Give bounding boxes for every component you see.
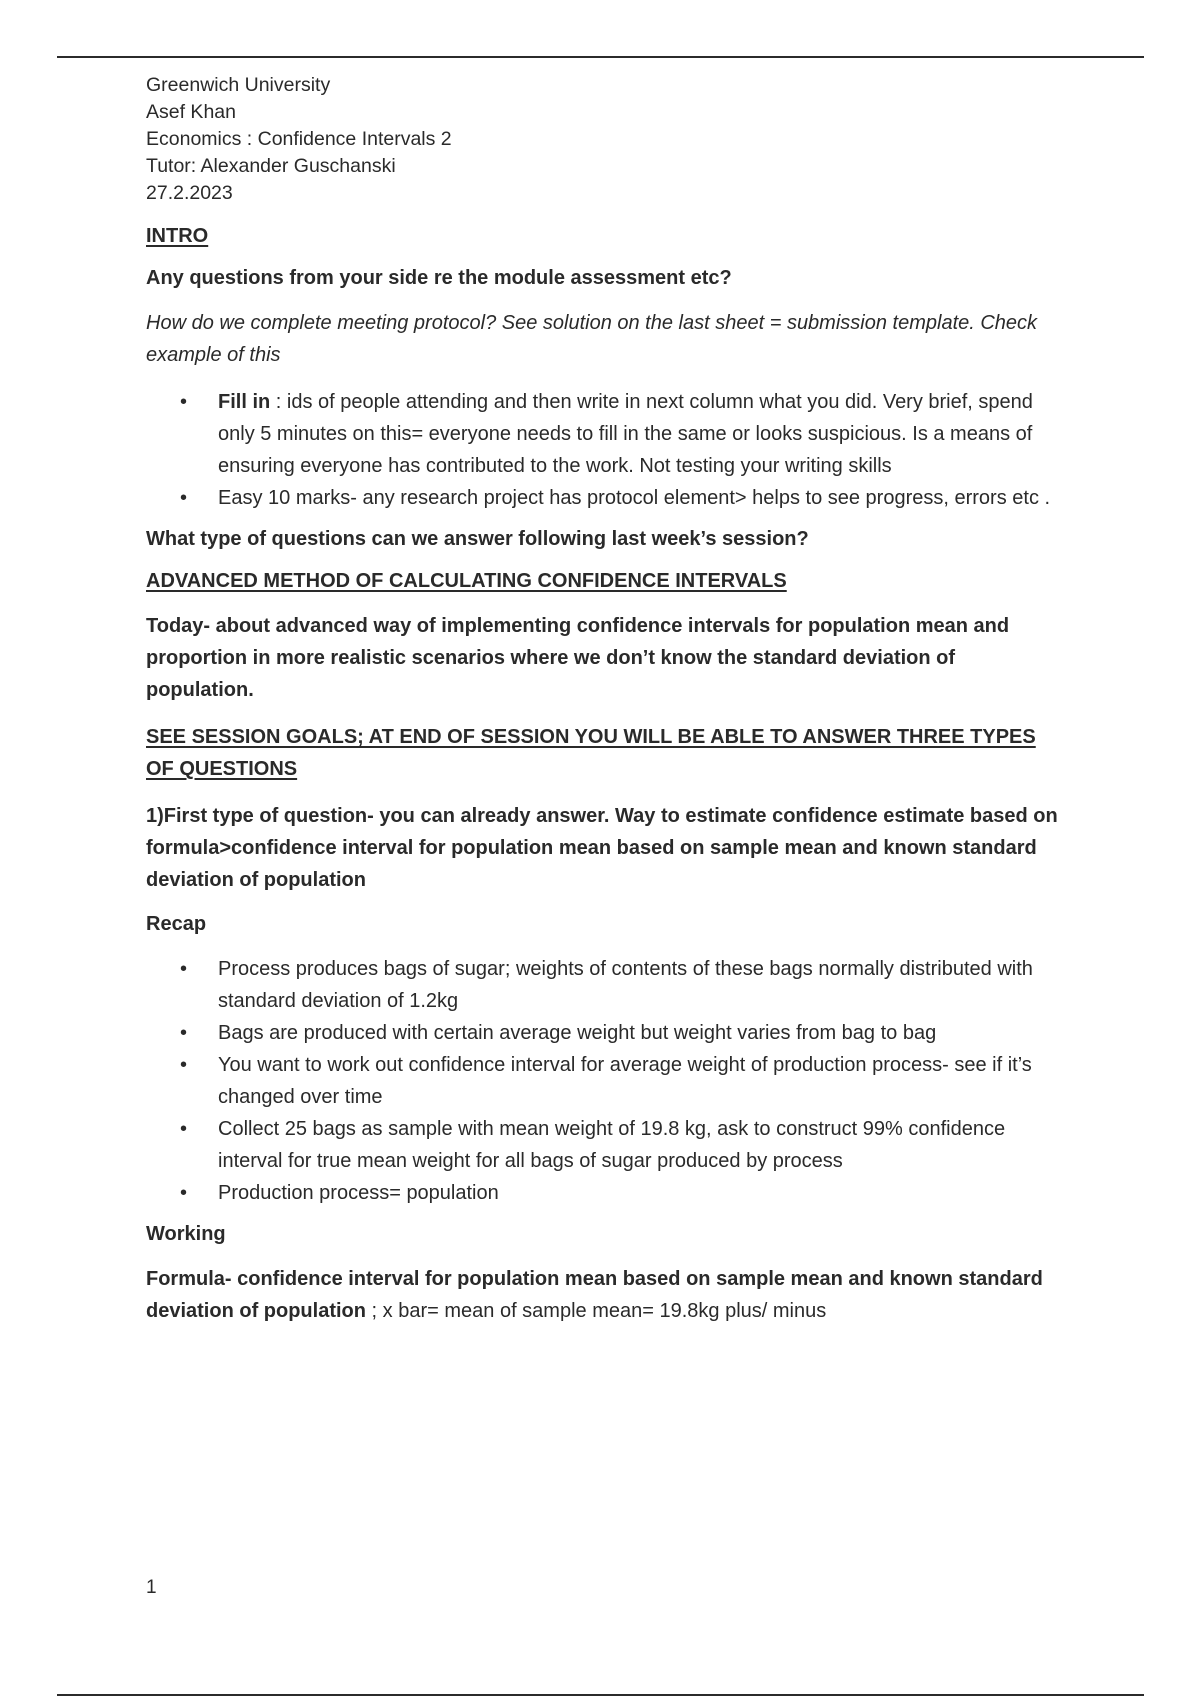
bottom-rule <box>57 1694 1144 1696</box>
bullet-lead: Fill in <box>218 391 271 413</box>
list-item <box>180 953 1066 1017</box>
bullet-icon: • <box>180 1022 188 1044</box>
today-summary: Today- about advanced way of implementing confidence intervals for population mean and proportion in more realistic scenarios where we don’t know the standard deviation of population. <box>146 615 1010 701</box>
tutor-name: Tutor: Alexander Guschanski <box>146 155 396 177</box>
list-item <box>180 1049 1066 1113</box>
bullet-icon: • <box>180 487 188 509</box>
list-item <box>180 1113 1066 1177</box>
author-name: Asef Khan <box>146 101 236 123</box>
recap-bullet-list <box>146 953 1066 1209</box>
followup-question: What type of questions can we answer following last week’s session? <box>146 528 809 550</box>
page-number: 1 <box>146 1577 157 1598</box>
protocol-bullet-list <box>146 386 1066 514</box>
bullet-text: Collect 25 bags as sample with mean weight of 19.8 kg, ask to construct 99% confidence interval for true mean weight for all bags of sugar produced by process <box>218 1118 1006 1172</box>
list-item <box>180 1017 1066 1049</box>
bullet-text: Process produces bags of sugar; weights of contents of these bags normally distributed with standard deviation of 1.2kg <box>218 958 1033 1012</box>
university-name: Greenwich University <box>146 74 331 96</box>
bullet-text: Bags are produced with certain average weight but weight varies from bag to bag <box>218 1022 937 1044</box>
bullet-text: : ids of people attending and then write in next column what you did. Very brief, spend only 5 minutes on this= everyone needs to fill in the same or looks suspicious. Is a means of ensuring everyone has contributed to the work. Not testing your writing skills <box>218 391 1033 477</box>
bullet-icon: • <box>180 958 188 980</box>
list-item <box>180 386 1066 482</box>
session-goals-heading: SEE SESSION GOALS; AT END OF SESSION YOU WILL BE ABLE TO ANSWER THREE TYPES OF QUESTIONS <box>146 726 1036 780</box>
bullet-icon: • <box>180 1054 188 1076</box>
list-item <box>180 482 1066 514</box>
bullet-icon: • <box>180 1182 188 1204</box>
bullet-text: Easy 10 marks- any research project has protocol element> helps to see progress, errors etc . <box>218 487 1051 509</box>
first-question-type: 1)First type of question- you can already answer. Way to estimate confidence estimate based on formula>confidence interval for population mean based on sample mean and known standard deviation of population <box>146 805 1058 891</box>
advanced-heading: ADVANCED METHOD OF CALCULATING CONFIDENCE INTERVALS <box>146 570 787 592</box>
bullet-text: You want to work out confidence interval for average weight of production process- see if it’s changed over time <box>218 1054 1032 1108</box>
bullet-icon: • <box>180 391 188 413</box>
document-header <box>146 72 1066 207</box>
bullet-icon: • <box>180 1118 188 1140</box>
course-title: Economics : Confidence Intervals 2 <box>146 128 452 150</box>
assessment-question: Any questions from your side re the module assessment etc? <box>146 267 732 289</box>
formula-text: ; x bar= mean of sample mean= 19.8kg plus/ minus <box>365 1300 827 1322</box>
top-rule <box>57 56 1144 58</box>
formula-label: Formula- confidence interval for population mean based on sample mean and known standard deviation of population <box>146 1268 1043 1322</box>
formula-paragraph <box>146 1263 1066 1327</box>
working-heading: Working <box>146 1223 226 1245</box>
protocol-note: How do we complete meeting protocol? See solution on the last sheet = submission template. Check example of this <box>146 312 1038 366</box>
list-item <box>180 1177 1066 1209</box>
document-body <box>146 72 1066 1342</box>
bullet-text: Production process= population <box>218 1182 499 1204</box>
document-date: 27.2.2023 <box>146 182 233 204</box>
recap-heading: Recap <box>146 913 207 935</box>
intro-heading: INTRO <box>146 225 209 247</box>
